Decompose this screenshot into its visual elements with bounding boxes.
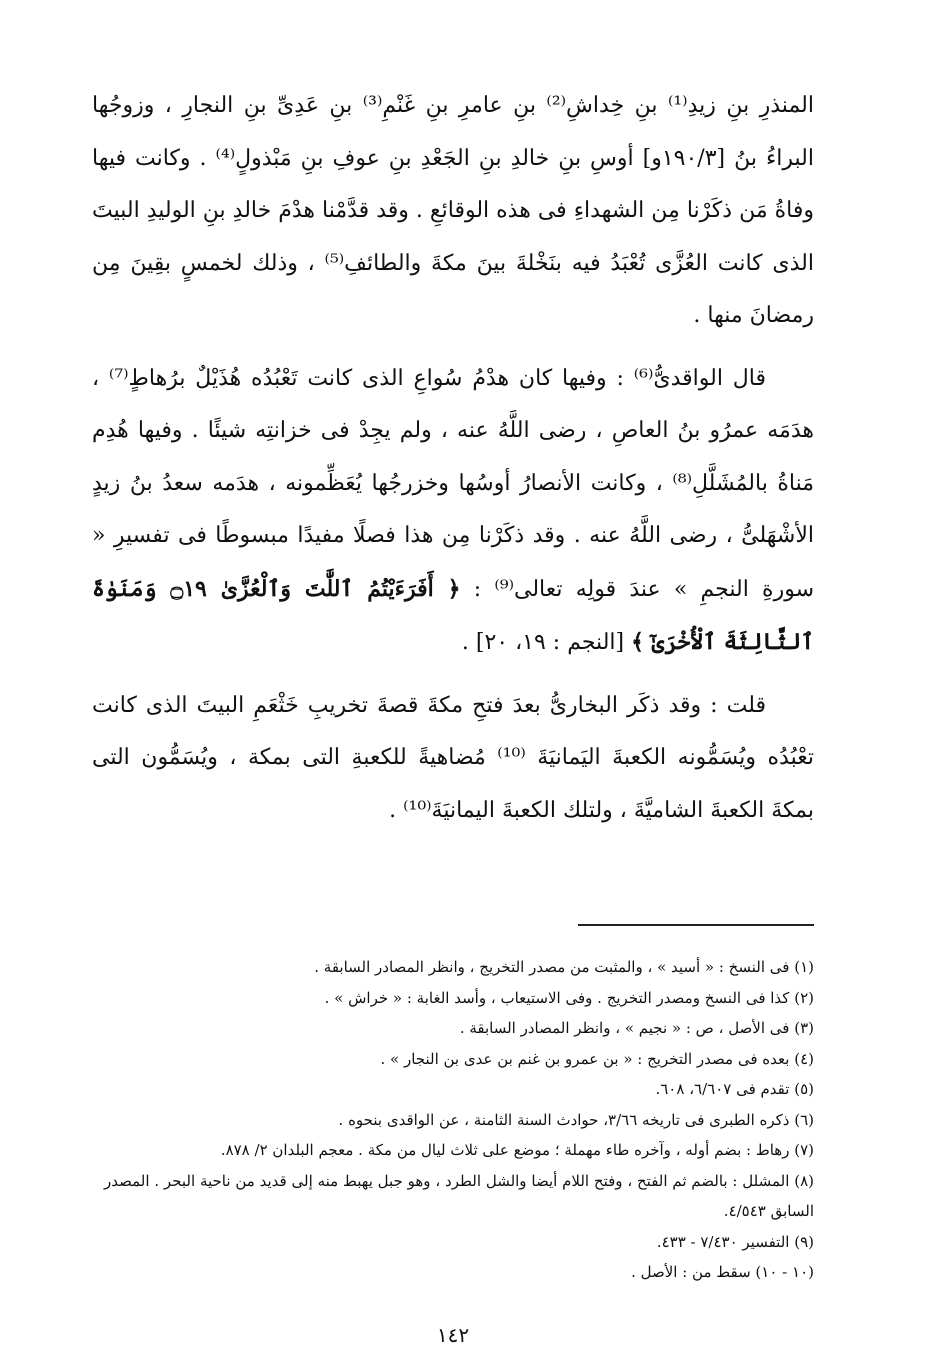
footnote-item: (٩) التفسير ٧/٤٣٠ - ٤٣٣. <box>656 1232 814 1251</box>
quran-verse: ﴿ أَفَرَءَيْتُمُ ٱللَّٰتَ وَٱلْعُزَّىٰ ۝١٩ وَمَنَوٰةَ ٱلثَّالِثَةَ ٱلْأُخْرَىٰٓ ﴾ <box>92 575 814 655</box>
paragraph-3: قلت : وقد ذكَر البخارىُّ بعدَ فتحِ مكةَ قصةَ تخريبِ خَثْعَمِ البيتَ الذى كانت تعْبُدُه ويُسَمُّونه الكعبةَ اليَمانيَةَ ⁽¹⁰⁾ مُضاهيةً للكعبةِ التى بمكة ، ويُسَمُّون التى بمكةَ الكعبةَ الشاميَّةَ ، ولتلك الكعبةَ اليمانيَةَ⁽¹⁰⁾ . <box>92 692 814 823</box>
paragraph-1: المنذرِ بنِ زيدِ⁽¹⁾ بنِ خِداشِ⁽²⁾ بنِ عامرِ بنِ غَنْمِ⁽³⁾ بنِ عَدِىِّ بنِ النجارِ ، وزوجُها البراءُ بنُ [١٩٠/٣و] أوسِ بنِ خالدِ بنِ الجَعْدِ بنِ عوفِ بنِ مَبْذولٍ⁽⁴⁾ . وكانت فيها وفاةُ مَن ذكَرْنا مِن الشهداءِ فى هذه الوقائعِ . وقد قدَّمْنا هدْمَ خالدِ بنِ الوليدِ البيتَ الذى كانت العُزَّى تُعْبَدُ فيه بنَخْلةَ بينَ مكةَ والطائفِ⁽⁵⁾ ، وذلك لخمسٍ بقِينَ مِن رمضانَ منها . <box>92 93 814 328</box>
main-text <box>92 80 814 837</box>
page-number: ١٤٢ <box>436 1323 470 1347</box>
paragraph-2 <box>92 353 814 670</box>
footnotes <box>104 952 814 1288</box>
book-page <box>92 80 814 1347</box>
footnote-divider <box>578 924 814 926</box>
footnote-item: (٢) كذا فى النسخ ومصدر التخريج . وفى الاستيعاب ، وأسد الغابة : « خراش » . <box>324 988 814 1007</box>
footnote-item: (٦) ذكره الطبرى فى تاريخه ٣/٦٦، حوادث السنة الثامنة ، عن الواقدى بنحوه . <box>338 1110 814 1129</box>
footnote-item: (٥) تقدم فى ٦/٦٠٧، ٦٠٨. <box>655 1080 814 1098</box>
verse-reference: [النجم : ١٩، ٢٠] . <box>461 630 625 655</box>
footnote-item: (١٠ - ١٠) سقط من : الأصل . <box>631 1263 814 1281</box>
footnote-item: (١) فى النسخ : « أسيد » ، والمثبت من مصدر التخريج ، وانظر المصادر السابقة . <box>314 958 814 976</box>
footnote-item: (٣) فى الأصل ، ص : « نجيم » ، وانظر المصادر السابقة . <box>459 1019 814 1037</box>
footnote-item: (٤) بعده فى مصدر التخريج : « بن عمرو بن غنم بن عدى بن النجار » . <box>380 1049 814 1068</box>
footnote-item: (٧) رهاط : بضم أوله ، وآخره طاء مهملة ؛ موضع على ثلاث ليال من مكة . معجم البلدان ٢/ ٨٧٨. <box>220 1141 814 1159</box>
paragraph-2-text: قال الواقدىُّ⁽⁶⁾ : وفيها كان هدْمُ سُواعِ الذى كانت تَعْبُدُه هُذَيْلٌ برُهاطٍ⁽⁷⁾ ، هدَمَه عمرُو بنُ العاصِ ، رضى اللَّهُ عنه ، ولم يجِدْ فى خزانتِه شيئًا . وفيها هُدِم مَناةُ بالمُشَلَّلِ⁽⁸⁾ ، وكانت الأنصارُ أوسُها وخزرجُها يُعَظِّمونه ، هدَمه سعدُ بنُ زيدٍ الأشْهَلىُّ ، رضى اللَّهُ عنه . وقد ذكَرْنا مِن هذا فصلًا مفيدًا مبسوطًا فى تفسيرِ « سورةِ النجمِ » عندَ قولِه تعالى⁽⁹⁾ : <box>92 365 814 602</box>
footnote-item: (٨) المشلل : بالضم ثم الفتح ، وفتح اللام أيضا والشل الطرد ، وهو جبل يهبط منه إلى قديد من ناحية البحر . المصدر السابق ٤/٥٤٣. <box>104 1171 814 1220</box>
